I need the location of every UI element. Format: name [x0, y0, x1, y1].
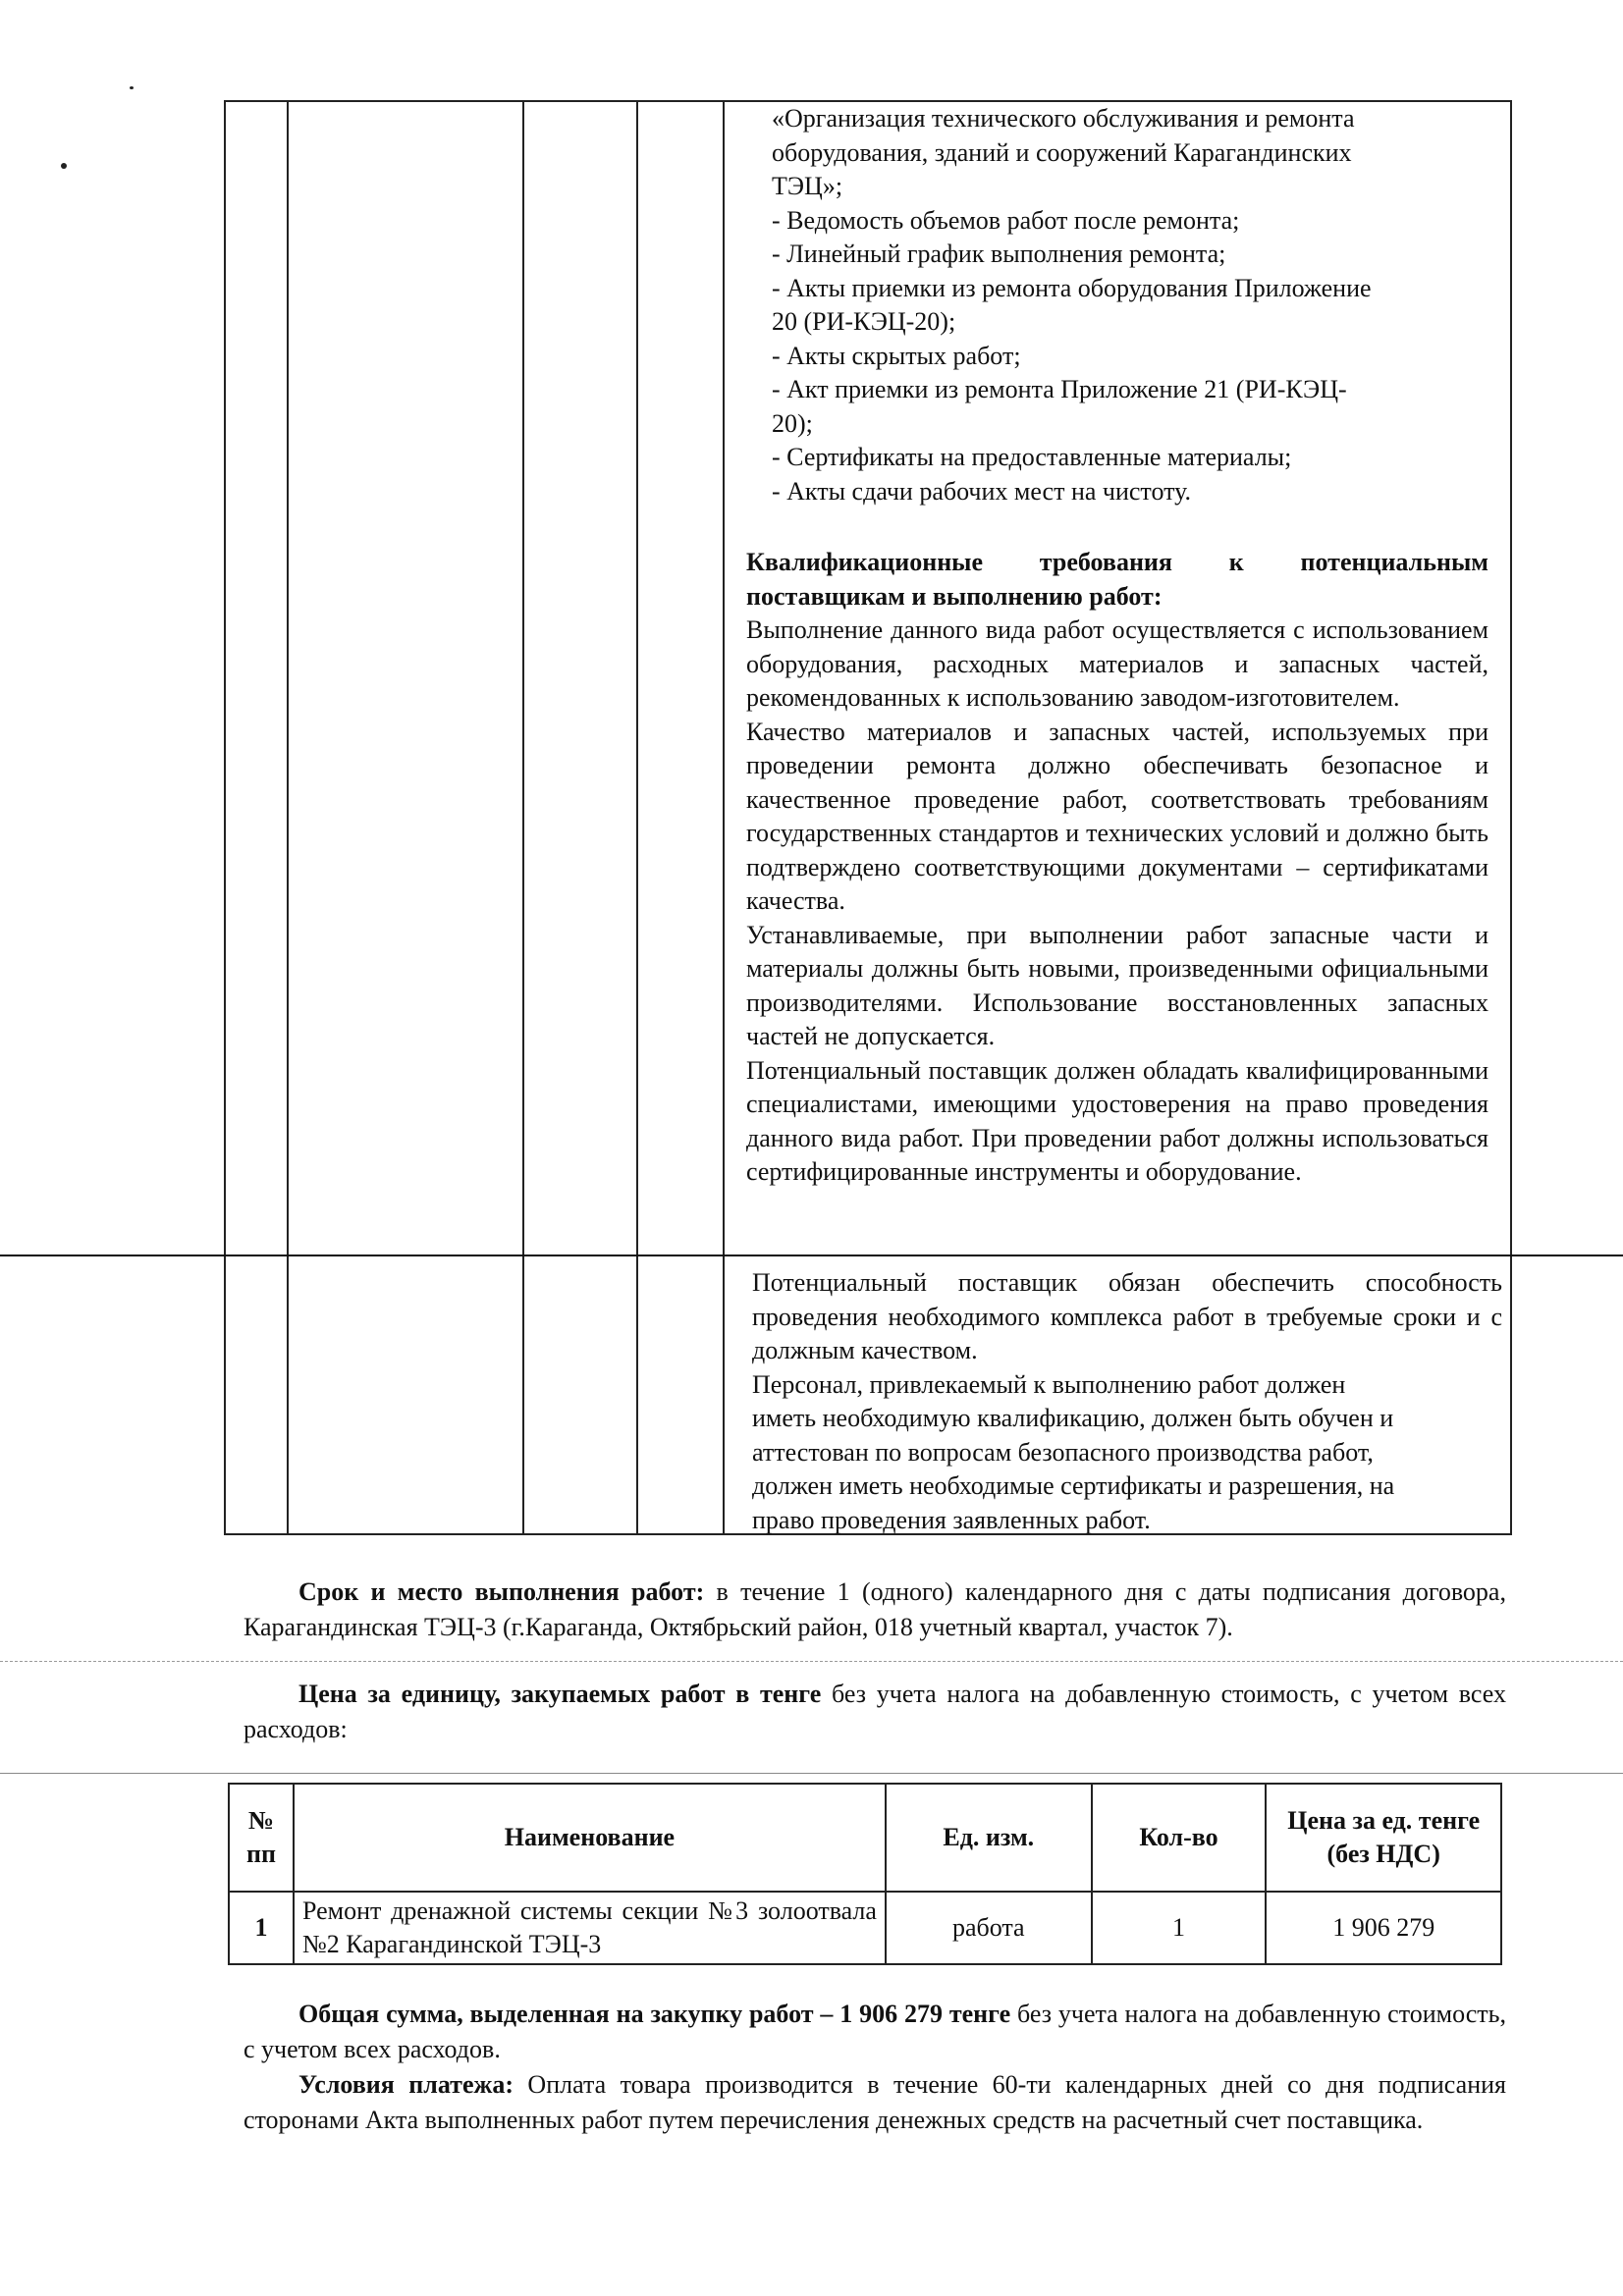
total-text: без учета налога на добавленную стоимость, с учетом всех расходов.	[243, 2000, 1506, 2063]
list-line: оборудования, зданий и сооружений Карагандинских	[772, 137, 1352, 167]
total-paragraph	[243, 1997, 1506, 2067]
payment-text: Оплата товара производится в течение 60-ти календарных дней со дня подписания сторонами Акта выполненных работ путем перечисления денежных средств на расчетный счет поставщика.	[243, 2070, 1506, 2134]
list-line: 20 (РИ-КЭЦ-20);	[772, 307, 956, 336]
qualification-heading: поставщикам и выполнению работ:	[746, 581, 1163, 611]
supplier-obligations	[752, 1266, 1502, 1537]
personnel-line: должен иметь необходимые сертификаты и разрешения, на	[752, 1471, 1395, 1500]
list-line: - Линейный график выполнения ремонта;	[772, 240, 1226, 268]
total-label: Общая сумма, выделенная на закупку работ – 1 906 279 тенге	[298, 2000, 1011, 2028]
required-documents-list	[772, 102, 1479, 508]
header-number: № пп	[229, 1784, 294, 1892]
row-quantity: 1	[1092, 1892, 1267, 1964]
scan-speck	[130, 86, 134, 89]
payment-label: Условия платежа:	[298, 2070, 514, 2099]
list-line: 20);	[772, 408, 813, 438]
header-unit: Ед. изм.	[886, 1784, 1092, 1892]
page-break-line	[0, 1255, 1623, 1256]
personnel-line: право проведения заявленных работ.	[752, 1505, 1151, 1534]
list-line: - Акты приемки из ремонта оборудования Приложение	[772, 273, 1372, 302]
unit-price-label: Цена за единицу, закупаемых работ в тенге	[298, 1680, 822, 1708]
qualification-heading: Квалификационные требования к потенциальным	[746, 548, 1488, 576]
deadline-paragraph	[243, 1575, 1506, 1645]
table-column-divider	[723, 100, 725, 1533]
header-price: Цена за ед. тенге (без НДС)	[1266, 1784, 1501, 1892]
deadline-label: Срок и место выполнения работ:	[298, 1577, 705, 1606]
header-quantity: Кол-во	[1092, 1784, 1267, 1892]
list-line: - Ведомость объемов работ после ремонта;	[772, 205, 1240, 235]
scan-artifact-line	[0, 1773, 1623, 1774]
qualification-paragraph: Потенциальный поставщик обязан обеспечить способность проведения необходимого комплекса работ в требуемые сроки и с должным качеством.	[752, 1268, 1502, 1364]
price-table-header-row	[229, 1784, 1501, 1892]
personnel-line: Персонал, привлекаемый к выполнению работ должен	[752, 1369, 1346, 1399]
price-table	[228, 1783, 1502, 1965]
qualification-paragraph: Качество материалов и запасных частей, используемых при проведении ремонта должно обеспечивать безопасное и качественное проведение работ, соответствовать требованиям государственных стандартов и технических условий и должно быть подтверждено соответствующими документами – сертификатами качества.	[746, 717, 1488, 915]
header-name: Наименование	[294, 1784, 886, 1892]
payment-paragraph	[243, 2067, 1506, 2138]
table-column-divider	[636, 100, 638, 1533]
row-unit: работа	[886, 1892, 1092, 1964]
personnel-line: иметь необходимую квалификацию, должен быть обучен и	[752, 1404, 1394, 1432]
scan-artifact-line	[0, 1661, 1623, 1662]
deadline-text: в течение 1 (одного) календарного дня с даты подписания договора, Карагандинская ТЭЦ-3 (г.Караганда, Октябрьский район, 018 учетный квартал, участок 7).	[243, 1577, 1506, 1641]
table-column-divider	[522, 100, 524, 1533]
list-line: «Организация технического обслуживания и ремонта	[772, 104, 1355, 133]
list-line: - Акты скрытых работ;	[772, 341, 1021, 370]
list-line: ТЭЦ»;	[772, 172, 843, 200]
row-name: Ремонт дренажной системы секции №3 золоотвала №2 Карагандинской ТЭЦ-3	[294, 1892, 886, 1964]
table-row	[229, 1892, 1501, 1964]
table-column-divider	[287, 100, 289, 1533]
row-price: 1 906 279	[1266, 1892, 1501, 1964]
list-line: - Акт приемки из ремонта Приложение 21 (РИ-КЭЦ-	[772, 375, 1347, 403]
unit-price-text: без учета налога на добавленную стоимость, с учетом всех расходов:	[243, 1680, 1506, 1743]
list-line: - Акты сдачи рабочих мест на чистоту.	[772, 476, 1192, 506]
personnel-line: аттестован по вопросам безопасного производства работ,	[752, 1437, 1374, 1467]
qualification-paragraph: Выполнение данного вида работ осуществляется с использованием оборудования, расходных материалов и запасных частей, рекомендованных к использованию заводом-изготовителем.	[746, 615, 1488, 712]
qualification-paragraph: Устанавливаемые, при выполнении работ запасные части и материалы должны быть новыми, произведенными официальными производителями. Использование восстановленных запасных частей не допускается.	[746, 920, 1488, 1050]
unit-price-paragraph	[243, 1677, 1506, 1747]
qualification-paragraph: Потенциальный поставщик должен обладать квалифицированными специалистами, имеющими удостоверения на право проведения данного вида работ. При проведении работ должны использоваться сертифицированные инструменты и оборудование.	[746, 1055, 1488, 1186]
row-number: 1	[229, 1892, 294, 1964]
qualification-requirements	[746, 546, 1488, 1190]
scan-speck	[61, 163, 67, 169]
list-line: - Сертификаты на предоставленные материалы;	[772, 443, 1292, 471]
